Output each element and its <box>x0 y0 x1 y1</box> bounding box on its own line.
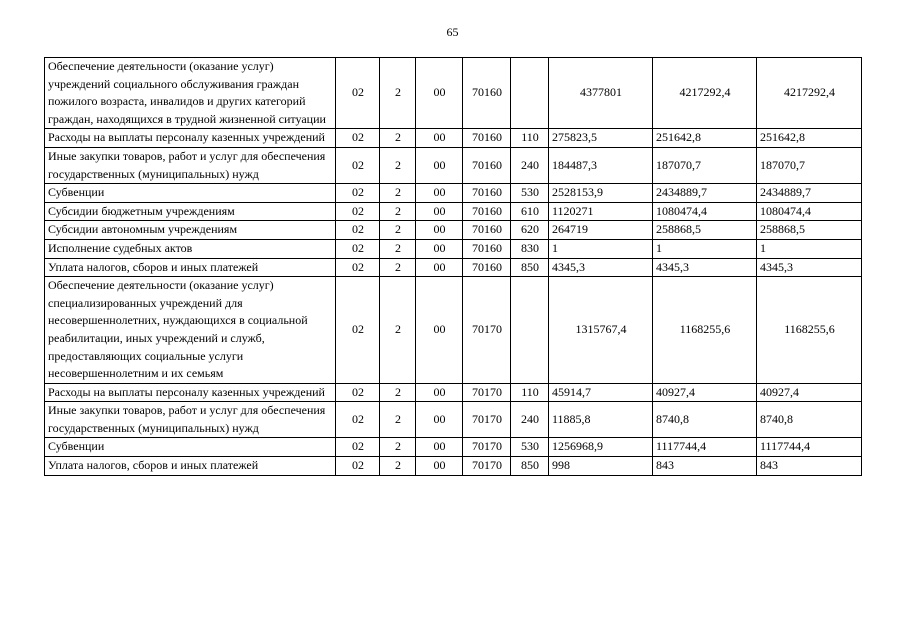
row-value-3: 1168255,6 <box>757 277 862 384</box>
row-section: 02 <box>336 147 380 183</box>
row-value-3: 843 <box>757 457 862 476</box>
row-name: Обеспечение деятельности (оказание услуг) учреждений социального обслуживания граждан пожилого возраста, инвалидов и других категорий граждан, находящихся в трудной жизненной ситуации <box>45 58 336 129</box>
row-article: 70170 <box>463 457 511 476</box>
table-row <box>45 239 862 258</box>
row-section: 02 <box>336 277 380 384</box>
row-subprogram: 00 <box>416 438 463 457</box>
table-row <box>45 221 862 240</box>
row-article: 70170 <box>463 438 511 457</box>
row-expense-type: 850 <box>511 457 549 476</box>
row-expense-type <box>511 277 549 384</box>
row-value-2: 187070,7 <box>653 147 757 183</box>
row-value-1: 998 <box>549 457 653 476</box>
row-value-1: 1315767,4 <box>549 277 653 384</box>
row-article: 70160 <box>463 147 511 183</box>
row-subprogram: 00 <box>416 239 463 258</box>
row-article: 70160 <box>463 221 511 240</box>
table-row <box>45 383 862 402</box>
row-value-2: 40927,4 <box>653 383 757 402</box>
row-value-3: 2434889,7 <box>757 184 862 203</box>
row-value-2: 1117744,4 <box>653 438 757 457</box>
page-number: 65 <box>446 25 459 39</box>
row-name: Обеспечение деятельности (оказание услуг) специализированных учреждений для несовершеннолетних, нуждающихся в социальной реабилитации, иных учреждений и служб, предоставляющих социальные услуги несовершеннолетним и их семьям <box>45 277 336 384</box>
row-expense-type: 620 <box>511 221 549 240</box>
row-value-1: 1 <box>549 239 653 258</box>
row-section: 02 <box>336 184 380 203</box>
row-name: Уплата налогов, сборов и иных платежей <box>45 258 336 277</box>
row-value-2: 1168255,6 <box>653 277 757 384</box>
table-row <box>45 438 862 457</box>
row-name: Субсидии автономным учреждениям <box>45 221 336 240</box>
row-subprogram: 00 <box>416 457 463 476</box>
row-value-1: 4345,3 <box>549 258 653 277</box>
row-expense-type: 530 <box>511 184 549 203</box>
table-row <box>45 147 862 183</box>
row-value-3: 251642,8 <box>757 129 862 148</box>
row-value-2: 8740,8 <box>653 402 757 438</box>
table-row <box>45 184 862 203</box>
row-subprogram: 00 <box>416 221 463 240</box>
row-value-1: 4377801 <box>549 58 653 129</box>
row-program: 2 <box>380 402 416 438</box>
row-program: 2 <box>380 457 416 476</box>
row-value-2: 1080474,4 <box>653 202 757 221</box>
row-program: 2 <box>380 438 416 457</box>
row-subprogram: 00 <box>416 129 463 148</box>
row-program: 2 <box>380 221 416 240</box>
row-article: 70160 <box>463 239 511 258</box>
row-subprogram: 00 <box>416 277 463 384</box>
row-value-3: 8740,8 <box>757 402 862 438</box>
row-value-2: 4217292,4 <box>653 58 757 129</box>
row-article: 70160 <box>463 184 511 203</box>
row-expense-type: 240 <box>511 402 549 438</box>
row-value-2: 843 <box>653 457 757 476</box>
row-article: 70170 <box>463 383 511 402</box>
row-subprogram: 00 <box>416 58 463 129</box>
row-name: Субвенции <box>45 184 336 203</box>
row-value-3: 258868,5 <box>757 221 862 240</box>
row-value-3: 1080474,4 <box>757 202 862 221</box>
row-value-1: 11885,8 <box>549 402 653 438</box>
row-program: 2 <box>380 383 416 402</box>
row-value-2: 251642,8 <box>653 129 757 148</box>
row-section: 02 <box>336 239 380 258</box>
row-expense-type: 850 <box>511 258 549 277</box>
row-section: 02 <box>336 383 380 402</box>
row-subprogram: 00 <box>416 202 463 221</box>
row-expense-type <box>511 58 549 129</box>
row-section: 02 <box>336 221 380 240</box>
table-row <box>45 277 862 384</box>
row-value-3: 4345,3 <box>757 258 862 277</box>
row-section: 02 <box>336 258 380 277</box>
row-value-2: 4345,3 <box>653 258 757 277</box>
row-value-3: 40927,4 <box>757 383 862 402</box>
row-value-1: 45914,7 <box>549 383 653 402</box>
row-expense-type: 110 <box>511 383 549 402</box>
row-section: 02 <box>336 457 380 476</box>
row-name: Субвенции <box>45 438 336 457</box>
row-article: 70160 <box>463 58 511 129</box>
row-program: 2 <box>380 184 416 203</box>
row-name: Иные закупки товаров, работ и услуг для обеспечения государственных (муниципальных) нужд <box>45 402 336 438</box>
row-section: 02 <box>336 402 380 438</box>
row-program: 2 <box>380 258 416 277</box>
row-value-1: 275823,5 <box>549 129 653 148</box>
row-value-3: 1117744,4 <box>757 438 862 457</box>
row-subprogram: 00 <box>416 258 463 277</box>
table-body <box>45 58 862 476</box>
row-subprogram: 00 <box>416 383 463 402</box>
row-value-3: 1 <box>757 239 862 258</box>
row-article: 70170 <box>463 402 511 438</box>
row-value-1: 264719 <box>549 221 653 240</box>
table-row <box>45 457 862 476</box>
row-section: 02 <box>336 129 380 148</box>
table-row <box>45 258 862 277</box>
table-row <box>45 58 862 129</box>
budget-table <box>44 57 862 476</box>
row-subprogram: 00 <box>416 147 463 183</box>
row-value-1: 184487,3 <box>549 147 653 183</box>
row-value-3: 4217292,4 <box>757 58 862 129</box>
row-subprogram: 00 <box>416 184 463 203</box>
row-name: Субсидии бюджетным учреждениям <box>45 202 336 221</box>
row-value-1: 1256968,9 <box>549 438 653 457</box>
table-row <box>45 129 862 148</box>
row-value-1: 1120271 <box>549 202 653 221</box>
row-article: 70160 <box>463 202 511 221</box>
row-program: 2 <box>380 58 416 129</box>
row-program: 2 <box>380 277 416 384</box>
row-article: 70160 <box>463 129 511 148</box>
row-value-2: 1 <box>653 239 757 258</box>
row-value-1: 2528153,9 <box>549 184 653 203</box>
row-article: 70170 <box>463 277 511 384</box>
row-name: Расходы на выплаты персоналу казенных учреждений <box>45 383 336 402</box>
row-expense-type: 240 <box>511 147 549 183</box>
row-name: Исполнение судебных актов <box>45 239 336 258</box>
row-value-2: 2434889,7 <box>653 184 757 203</box>
row-program: 2 <box>380 239 416 258</box>
row-expense-type: 110 <box>511 129 549 148</box>
row-value-3: 187070,7 <box>757 147 862 183</box>
row-subprogram: 00 <box>416 402 463 438</box>
row-program: 2 <box>380 147 416 183</box>
row-name: Уплата налогов, сборов и иных платежей <box>45 457 336 476</box>
row-name: Иные закупки товаров, работ и услуг для обеспечения государственных (муниципальных) нужд <box>45 147 336 183</box>
row-section: 02 <box>336 438 380 457</box>
row-expense-type: 530 <box>511 438 549 457</box>
row-expense-type: 610 <box>511 202 549 221</box>
table-row <box>45 202 862 221</box>
row-expense-type: 830 <box>511 239 549 258</box>
row-section: 02 <box>336 202 380 221</box>
row-name: Расходы на выплаты персоналу казенных учреждений <box>45 129 336 148</box>
row-program: 2 <box>380 129 416 148</box>
row-value-2: 258868,5 <box>653 221 757 240</box>
row-program: 2 <box>380 202 416 221</box>
table-row <box>45 402 862 438</box>
row-section: 02 <box>336 58 380 129</box>
row-article: 70160 <box>463 258 511 277</box>
